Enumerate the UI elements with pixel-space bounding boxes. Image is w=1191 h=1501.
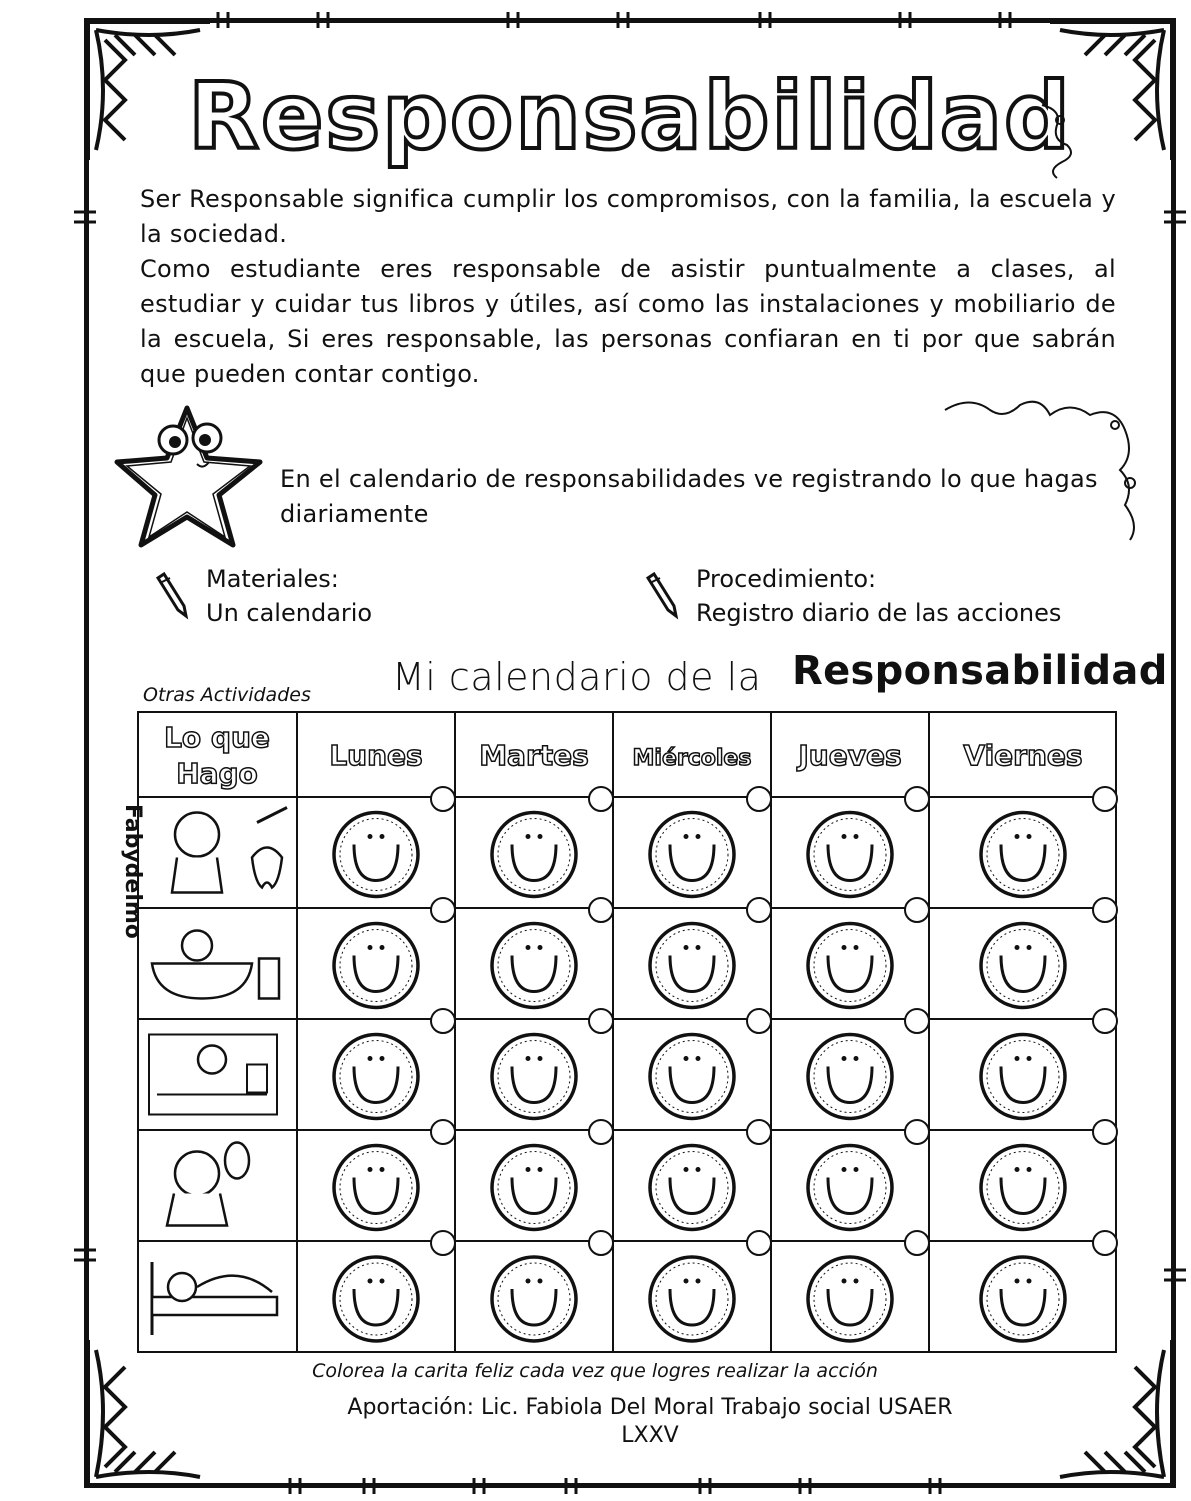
day-header-viernes: Viernes bbox=[963, 739, 1083, 772]
header-what-i-do: Hago bbox=[176, 757, 258, 790]
corner-bottom-left-decoration bbox=[88, 1340, 210, 1485]
corner-dot bbox=[747, 787, 771, 811]
procedure-value: Registro diario de las acciones bbox=[696, 599, 1062, 627]
happy-face-icon[interactable] bbox=[981, 1146, 1065, 1230]
svg-text:Fabydelmo: Fabydelmo bbox=[120, 804, 145, 939]
procedure-label: Procedimiento: bbox=[696, 565, 877, 593]
svg-text:Responsabilidad: Responsabilidad bbox=[188, 63, 1072, 170]
happy-face-icon[interactable] bbox=[650, 1257, 734, 1341]
coloring-instruction: Colorea la carita feliz cada vez que logres realizar la acción bbox=[312, 1360, 878, 1382]
happy-face-icon[interactable] bbox=[334, 1035, 418, 1119]
corner-dot bbox=[1093, 1231, 1117, 1255]
materials-value: Un calendario bbox=[206, 599, 373, 627]
happy-face-icon[interactable] bbox=[492, 813, 576, 897]
corner-dot bbox=[431, 1009, 455, 1033]
corner-dot bbox=[431, 898, 455, 922]
happy-face-icon[interactable] bbox=[492, 1035, 576, 1119]
happy-face-icon[interactable] bbox=[808, 1257, 892, 1341]
happy-face-icon[interactable] bbox=[492, 1257, 576, 1341]
happy-face-icon[interactable] bbox=[650, 813, 734, 897]
definition-paragraph: Ser Responsable significa cumplir los compromisos, con la familia, la escuela y la sociedad. bbox=[140, 185, 1116, 248]
author-credit: Aportación: Lic. Fabiola Del Moral Trabajo social USAER bbox=[347, 1395, 953, 1420]
eating-icon bbox=[149, 1035, 277, 1115]
calendar-title-prefix: Mi calendario de la bbox=[392, 655, 762, 699]
calendar-title-emphasis: Responsabilidad bbox=[792, 648, 1168, 694]
happy-face-icon[interactable] bbox=[981, 1035, 1065, 1119]
pencil-icon bbox=[150, 572, 192, 620]
header-what-i-do: Lo que bbox=[164, 721, 270, 754]
happy-face-icon[interactable] bbox=[808, 813, 892, 897]
happy-face-icon[interactable] bbox=[650, 924, 734, 1008]
day-header-martes: Martes bbox=[479, 739, 589, 772]
day-header-jueves: Jueves bbox=[798, 739, 902, 772]
corner-dot bbox=[1093, 1009, 1117, 1033]
materials-label: Materiales: bbox=[206, 565, 339, 593]
student-paragraph: Como estudiante eres responsable de asistir puntualmente a clases, al estudiar y cuidar tus libros y útiles, así como las instalaciones y mobiliario de la escuela, Si eres responsable, las personas confiaran en ti por que sabrán que pueden contar contigo. bbox=[140, 255, 1116, 388]
happy-face-icon[interactable] bbox=[808, 1035, 892, 1119]
happy-face-icon[interactable] bbox=[981, 924, 1065, 1008]
corner-dot bbox=[905, 1231, 929, 1255]
corner-dot bbox=[431, 787, 455, 811]
happy-face-icon[interactable] bbox=[808, 1146, 892, 1230]
corner-dot bbox=[1093, 898, 1117, 922]
happy-face-icon[interactable] bbox=[650, 1035, 734, 1119]
corner-dot bbox=[747, 898, 771, 922]
corner-dot bbox=[589, 1009, 613, 1033]
happy-face-icon[interactable] bbox=[981, 1257, 1065, 1341]
responsibility-calendar bbox=[137, 711, 1117, 1353]
day-header-miércoles: Miércoles bbox=[632, 746, 752, 771]
watermark-text bbox=[104, 800, 145, 960]
corner-dot bbox=[905, 898, 929, 922]
pencil-icon bbox=[640, 572, 682, 620]
author-credit-code: LXXV bbox=[621, 1423, 679, 1448]
corner-dot bbox=[1093, 1120, 1117, 1144]
happy-face-icon[interactable] bbox=[650, 1146, 734, 1230]
happy-face-icon[interactable] bbox=[981, 813, 1065, 897]
happy-face-icon[interactable] bbox=[492, 924, 576, 1008]
corner-dot bbox=[747, 1009, 771, 1033]
corner-dot bbox=[589, 898, 613, 922]
corner-dot bbox=[747, 1231, 771, 1255]
swirl-decoration bbox=[1032, 100, 1082, 180]
happy-face-icon[interactable] bbox=[334, 1257, 418, 1341]
corner-dot bbox=[747, 1120, 771, 1144]
star-character-icon bbox=[115, 400, 265, 550]
happy-face-icon[interactable] bbox=[334, 924, 418, 1008]
corner-dot bbox=[1093, 787, 1117, 811]
corner-dot bbox=[589, 1120, 613, 1144]
corner-dot bbox=[905, 787, 929, 811]
corner-dot bbox=[431, 1120, 455, 1144]
happy-face-icon[interactable] bbox=[808, 924, 892, 1008]
corner-dot bbox=[589, 1231, 613, 1255]
page-title bbox=[188, 60, 1072, 170]
happy-face-icon[interactable] bbox=[334, 813, 418, 897]
happy-face-icon[interactable] bbox=[334, 1146, 418, 1230]
corner-dot bbox=[431, 1231, 455, 1255]
day-header-lunes: Lunes bbox=[329, 739, 423, 772]
other-activities-label: Otras Actividades bbox=[143, 684, 311, 706]
instruction-text: En el calendario de responsabilidades ve registrando lo que hagas diariamente bbox=[280, 465, 1098, 528]
happy-face-icon[interactable] bbox=[492, 1146, 576, 1230]
corner-dot bbox=[905, 1009, 929, 1033]
corner-dot bbox=[905, 1120, 929, 1144]
corner-dot bbox=[589, 787, 613, 811]
